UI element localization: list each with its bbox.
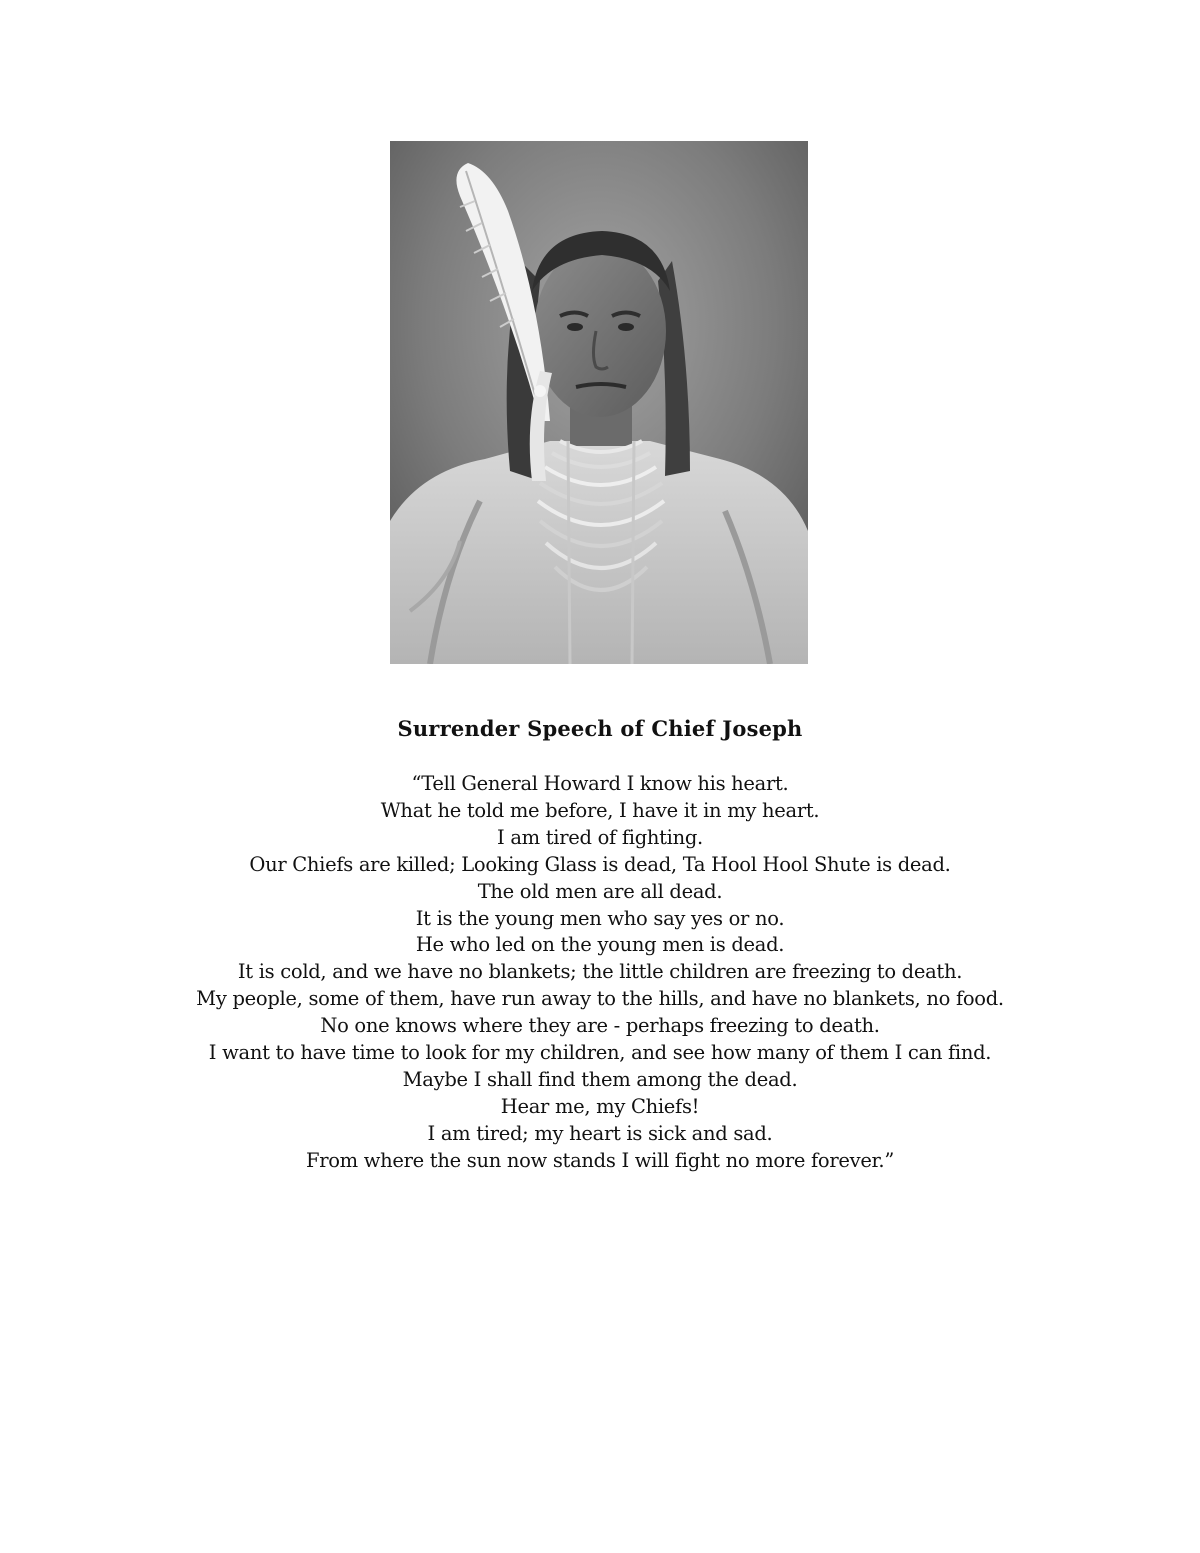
speech-line: No one knows where they are - perhaps freezing to death. — [320, 1014, 880, 1038]
speech-line: From where the sun now stands I will fight no more forever.” — [305, 1148, 895, 1172]
speech-text — [0, 771, 1200, 1175]
speech-line: Our Chiefs are killed; Looking Glass is dead, Ta Hool Hool Shute is dead. — [249, 852, 951, 876]
speech-line: I am tired of fighting. — [497, 825, 703, 849]
portrait-photo — [390, 141, 808, 664]
speech-line: It is cold, and we have no blankets; the little children are freezing to death. — [237, 960, 963, 984]
speech-line: I am tired; my heart is sick and sad. — [427, 1121, 773, 1145]
speech-line: I want to have time to look for my children, and see how many of them I can find. — [208, 1041, 992, 1065]
speech-line: “Tell General Howard I know his heart. — [411, 772, 789, 795]
portrait-illustration — [390, 141, 808, 664]
speech-line: What he told me before, I have it in my heart. — [380, 798, 820, 822]
speech-line: My people, some of them, have run away to the hills, and have no blankets, no food. — [196, 987, 1004, 1011]
page-title: Surrender Speech of Chief Joseph — [397, 716, 803, 741]
speech-line: Maybe I shall find them among the dead. — [402, 1067, 798, 1091]
speech-line: The old men are all dead. — [477, 879, 723, 903]
speech-line: Hear me, my Chiefs! — [500, 1094, 700, 1118]
speech-line: He who led on the young men is dead. — [415, 933, 785, 957]
speech-line: It is the young men who say yes or no. — [415, 906, 785, 930]
